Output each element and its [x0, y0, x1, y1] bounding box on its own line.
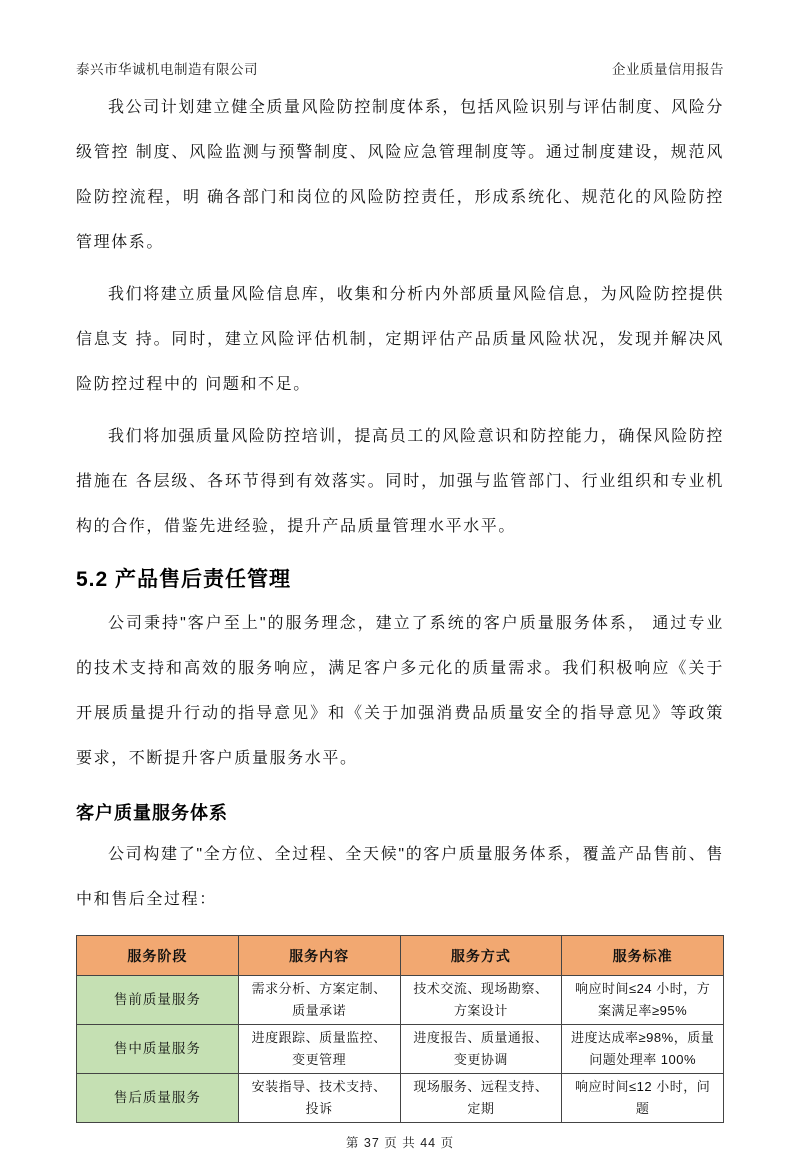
table-header-content: 服务内容 — [238, 936, 400, 976]
cell-standard-aftersale: 响应时间≤12 小时，问题 — [562, 1074, 724, 1123]
subheading-service-system: 客户质量服务体系 — [76, 803, 228, 823]
section-heading-5-2: 5.2 产品售后责任管理 — [76, 568, 292, 591]
cell-standard-midsale: 进度达成率≥98%，质量问题处理率 100% — [562, 1025, 724, 1074]
header-company-name: 泰兴市华诚机电制造有限公司 — [76, 62, 258, 77]
page-number: 第 37 页 共 44 页 — [345, 1136, 455, 1150]
paragraph-service-scope: 公司构建了"全方位、全过程、全天候"的客户质量服务体系，覆盖产品售前、售中和售后全过程： — [76, 846, 724, 908]
cell-content-presale: 需求分析、方案定制、质量承诺 — [238, 976, 400, 1025]
cell-method-presale: 技术交流、现场勘察、方案设计 — [400, 976, 562, 1025]
table-body — [77, 976, 724, 1123]
cell-standard-presale: 响应时间≤24 小时，方案满足率≥95% — [562, 976, 724, 1025]
paragraph-risk-system: 我公司计划建立健全质量风险防控制度体系，包括风险识别与评估制度、风险分级管控 制度、风险监测与预警制度、风险应急管理制度等。通过制度建设，规范风险防控流程，明 确各部门和岗位的风险防控责任，形成系统化、规范化的风险防控管理体系。 — [76, 99, 725, 251]
table-header-stage: 服务阶段 — [77, 936, 239, 976]
cell-stage-presale: 售前质量服务 — [77, 976, 239, 1025]
cell-method-midsale: 进度报告、质量通报、变更协调 — [400, 1025, 562, 1074]
cell-method-aftersale: 现场服务、远程支持、定期 — [400, 1074, 562, 1123]
cell-stage-aftersale: 售后质量服务 — [77, 1074, 239, 1123]
service-phase-table — [76, 935, 724, 1123]
header-report-title: 企业质量信用报告 — [612, 62, 724, 77]
paragraph-risk-info: 我们将建立质量风险信息库，收集和分析内外部质量风险信息，为风险防控提供信息支 持。同时，建立风险评估机制，定期评估产品质量风险状况，发现并解决风险防控过程中的 问题和不足。 — [76, 286, 725, 393]
document-body — [76, 85, 724, 1123]
table-header — [77, 936, 724, 976]
page-header — [76, 58, 724, 78]
cell-stage-midsale: 售中质量服务 — [77, 1025, 239, 1074]
table-header-method: 服务方式 — [400, 936, 562, 976]
cell-content-midsale: 进度跟踪、质量监控、变更管理 — [238, 1025, 400, 1074]
page-footer — [76, 1133, 724, 1151]
paragraph-risk-training: 我们将加强质量风险防控培训，提高员工的风险意识和防控能力，确保风险防控措施在 各层级、各环节得到有效落实。同时，加强与监管部门、行业组织和专业机构的合作，借鉴先进经验，提升产品质量管理水平水平。 — [76, 428, 725, 535]
paragraph-service-concept: 公司秉持"客户至上"的服务理念，建立了系统的客户质量服务体系， 通过专业的技术支持和高效的服务响应，满足客户多元化的质量需求。我们积极响应《关于开展质量提升行动的指导意见》和《关于加强消费品质量安全的指导意见》等政策要求，不断提升客户质量服务水平。 — [76, 615, 724, 767]
table-row — [77, 1025, 724, 1074]
table-row — [77, 1074, 724, 1123]
table-header-standard: 服务标准 — [562, 936, 724, 976]
table-header-row — [77, 936, 724, 976]
cell-content-aftersale: 安装指导、技术支持、投诉 — [238, 1074, 400, 1123]
table-row — [77, 976, 724, 1025]
